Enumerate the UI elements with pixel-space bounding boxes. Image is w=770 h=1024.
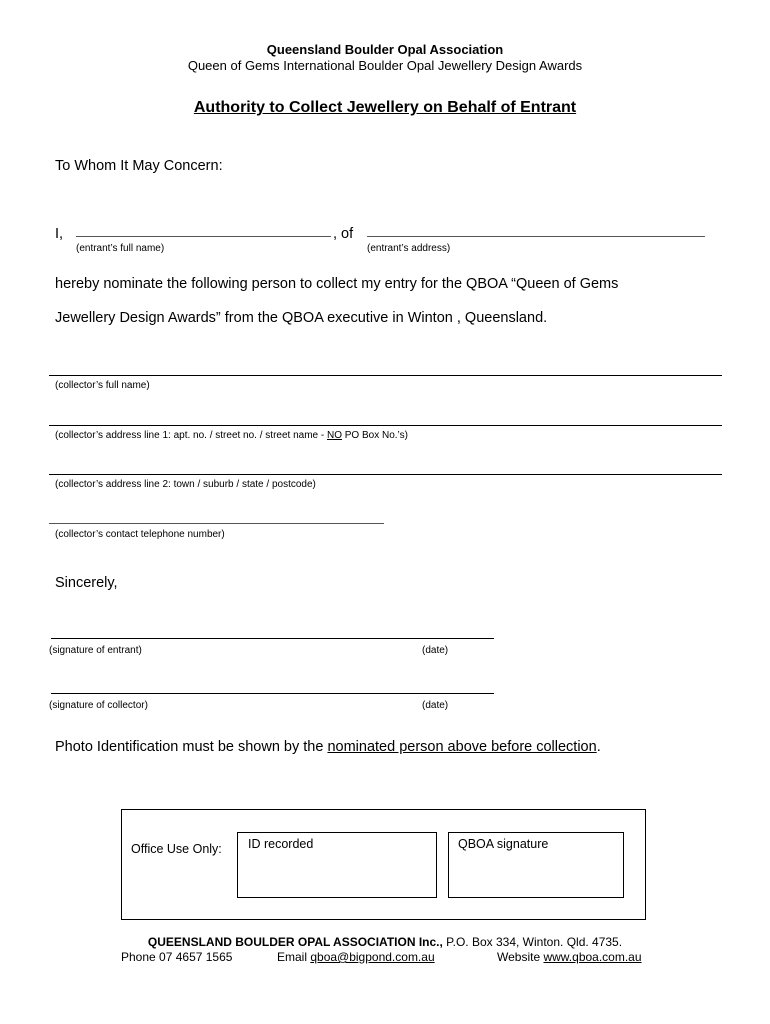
signature-entrant-caption: (signature of entrant) xyxy=(49,645,142,656)
form-title: Authority to Collect Jewellery on Behalf of Entrant xyxy=(193,99,577,116)
entrant-address-line[interactable] xyxy=(367,236,705,237)
collector-address1-line[interactable] xyxy=(49,425,722,426)
collector-address2-caption: (collector’s address line 2: town / suburb / state / postcode) xyxy=(55,479,316,490)
collector-phone-caption: (collector’s contact telephone number) xyxy=(55,529,225,540)
signature-entrant-line[interactable] xyxy=(51,638,494,639)
photo-id-note: Photo Identification must be shown by the nominated person above before collection. xyxy=(55,739,601,755)
collector-date-caption: (date) xyxy=(422,700,449,711)
nomination-line-1: hereby nominate the following person to collect my entry for the QBOA “Queen of Gems xyxy=(55,276,619,292)
organization-name: Queensland Boulder Opal Association xyxy=(266,42,504,57)
collector-address2-line[interactable] xyxy=(49,474,722,475)
of-label: , of xyxy=(333,226,354,242)
nomination-line-2: Jewellery Design Awards” from the QBOA executive in Winton , Queensland. xyxy=(55,310,548,326)
entrant-name-caption: (entrant’s full name) xyxy=(76,243,165,254)
entrant-name-line[interactable] xyxy=(76,236,331,237)
id-recorded-label: ID recorded xyxy=(248,837,314,851)
email-link[interactable]: qboa@bigpond.com.au xyxy=(310,950,435,964)
qboa-signature-label: QBOA signature xyxy=(458,837,549,851)
awards-subtitle: Queen of Gems International Boulder Opal Jewellery Design Awards xyxy=(187,58,583,73)
collector-name-caption: (collector’s full name) xyxy=(55,380,150,391)
footer-address: QUEENSLAND BOULDER OPAL ASSOCIATION Inc., P.O. Box 334, Winton. Qld. 4735. xyxy=(147,935,623,949)
closing: Sincerely, xyxy=(55,575,118,591)
footer-website: Website www.qboa.com.au xyxy=(497,950,642,964)
signature-collector-caption: (signature of collector) xyxy=(49,700,148,711)
collector-name-line[interactable] xyxy=(49,375,722,376)
entrant-date-caption: (date) xyxy=(422,645,449,656)
entrant-address-caption: (entrant’s address) xyxy=(367,243,451,254)
website-link[interactable]: www.qboa.com.au xyxy=(543,950,642,964)
footer-phone: Phone 07 4657 1565 xyxy=(121,950,233,964)
signature-collector-line[interactable] xyxy=(51,693,494,694)
office-use-label: Office Use Only: xyxy=(131,842,222,856)
footer-email: Email qboa@bigpond.com.au xyxy=(277,950,435,964)
collector-address1-caption: (collector’s address line 1: apt. no. / street no. / street name - NO PO Box No.’s) xyxy=(55,430,408,441)
i-label: I, xyxy=(55,226,64,242)
collector-phone-line[interactable] xyxy=(49,523,384,524)
salutation: To Whom It May Concern: xyxy=(55,158,223,174)
